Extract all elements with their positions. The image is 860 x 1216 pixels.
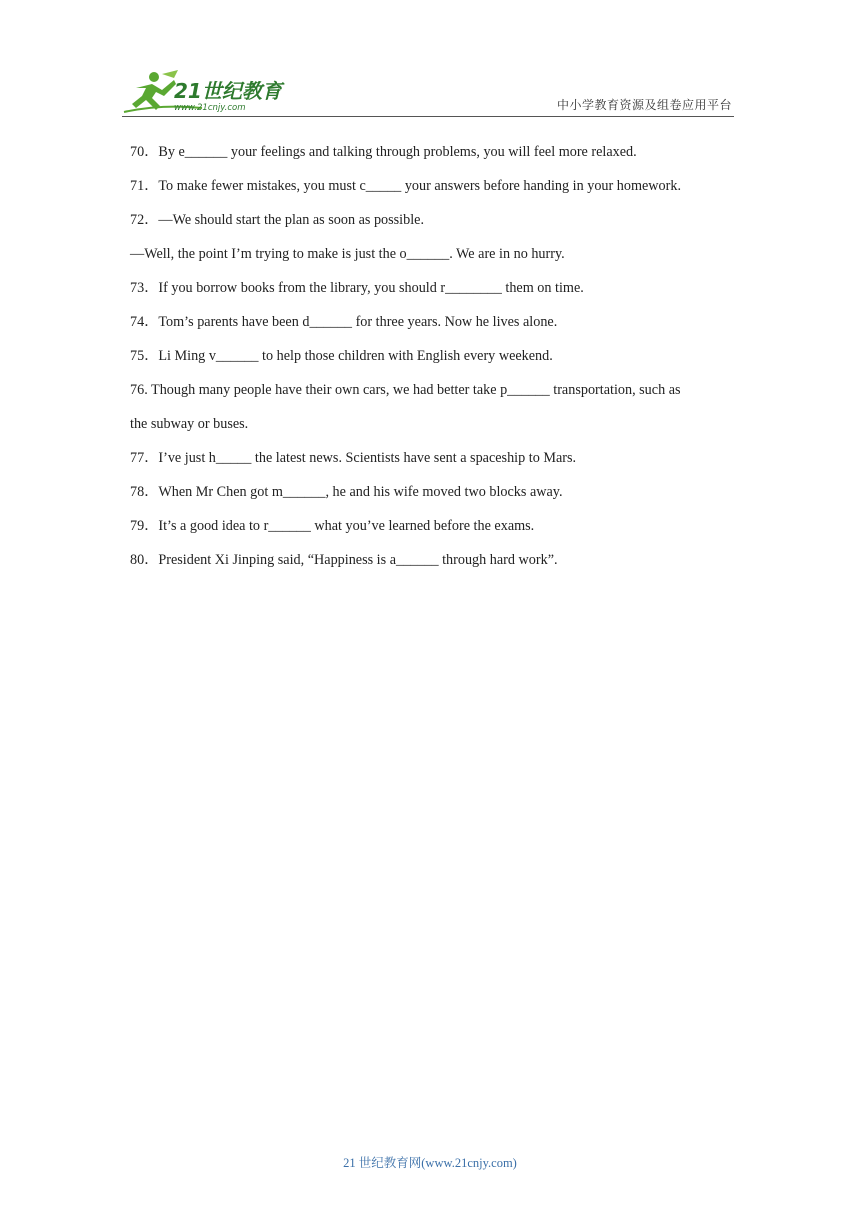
- question-76-continued: the subway or buses.: [130, 416, 249, 432]
- question-72: 72．—We should start the plan as soon as possible.: [130, 212, 425, 228]
- question-79: 79．It’s a good idea to r______ what you’ve learned before the exams.: [130, 518, 535, 534]
- 21cnjy-logo: [122, 68, 292, 114]
- svg-text:21世纪教育: 21世纪教育: [174, 79, 282, 103]
- question-74: 74．Tom’s parents have been d______ for three years. Now he lives alone.: [130, 314, 558, 330]
- question-78: 78．When Mr Chen got m______, he and his wife moved two blocks away.: [130, 484, 563, 500]
- page-footer: 21 世纪教育网(www.21cnjy.com): [343, 1156, 517, 1170]
- question-71: 71．To make fewer mistakes, you must c_____ your answers before handing in your homework.: [130, 178, 682, 194]
- svg-text:www.21cnjy.com: www.21cnjy.com: [174, 103, 246, 113]
- question-72-reply: —Well, the point I’m trying to make is just the o______. We are in no hurry.: [130, 246, 565, 262]
- question-73: 73．If you borrow books from the library, you should r________ them on time.: [130, 280, 584, 296]
- question-77: 77．I’ve just h_____ the latest news. Scientists have sent a spaceship to Mars.: [130, 450, 577, 466]
- question-76: 76. Though many people have their own cars, we had better take p______ transportation, such as: [130, 382, 681, 398]
- question-70: 70．By e______ your feelings and talking through problems, you will feel more relaxed.: [130, 144, 637, 160]
- header-platform-text: 中小学教育资源及组卷应用平台: [556, 98, 732, 112]
- question-80: 80．President Xi Jinping said, “Happiness is a______ through hard work”.: [130, 552, 558, 568]
- question-list: [130, 135, 740, 577]
- page-header: [122, 66, 734, 117]
- question-75: 75．Li Ming v______ to help those children with English every weekend.: [130, 348, 553, 364]
